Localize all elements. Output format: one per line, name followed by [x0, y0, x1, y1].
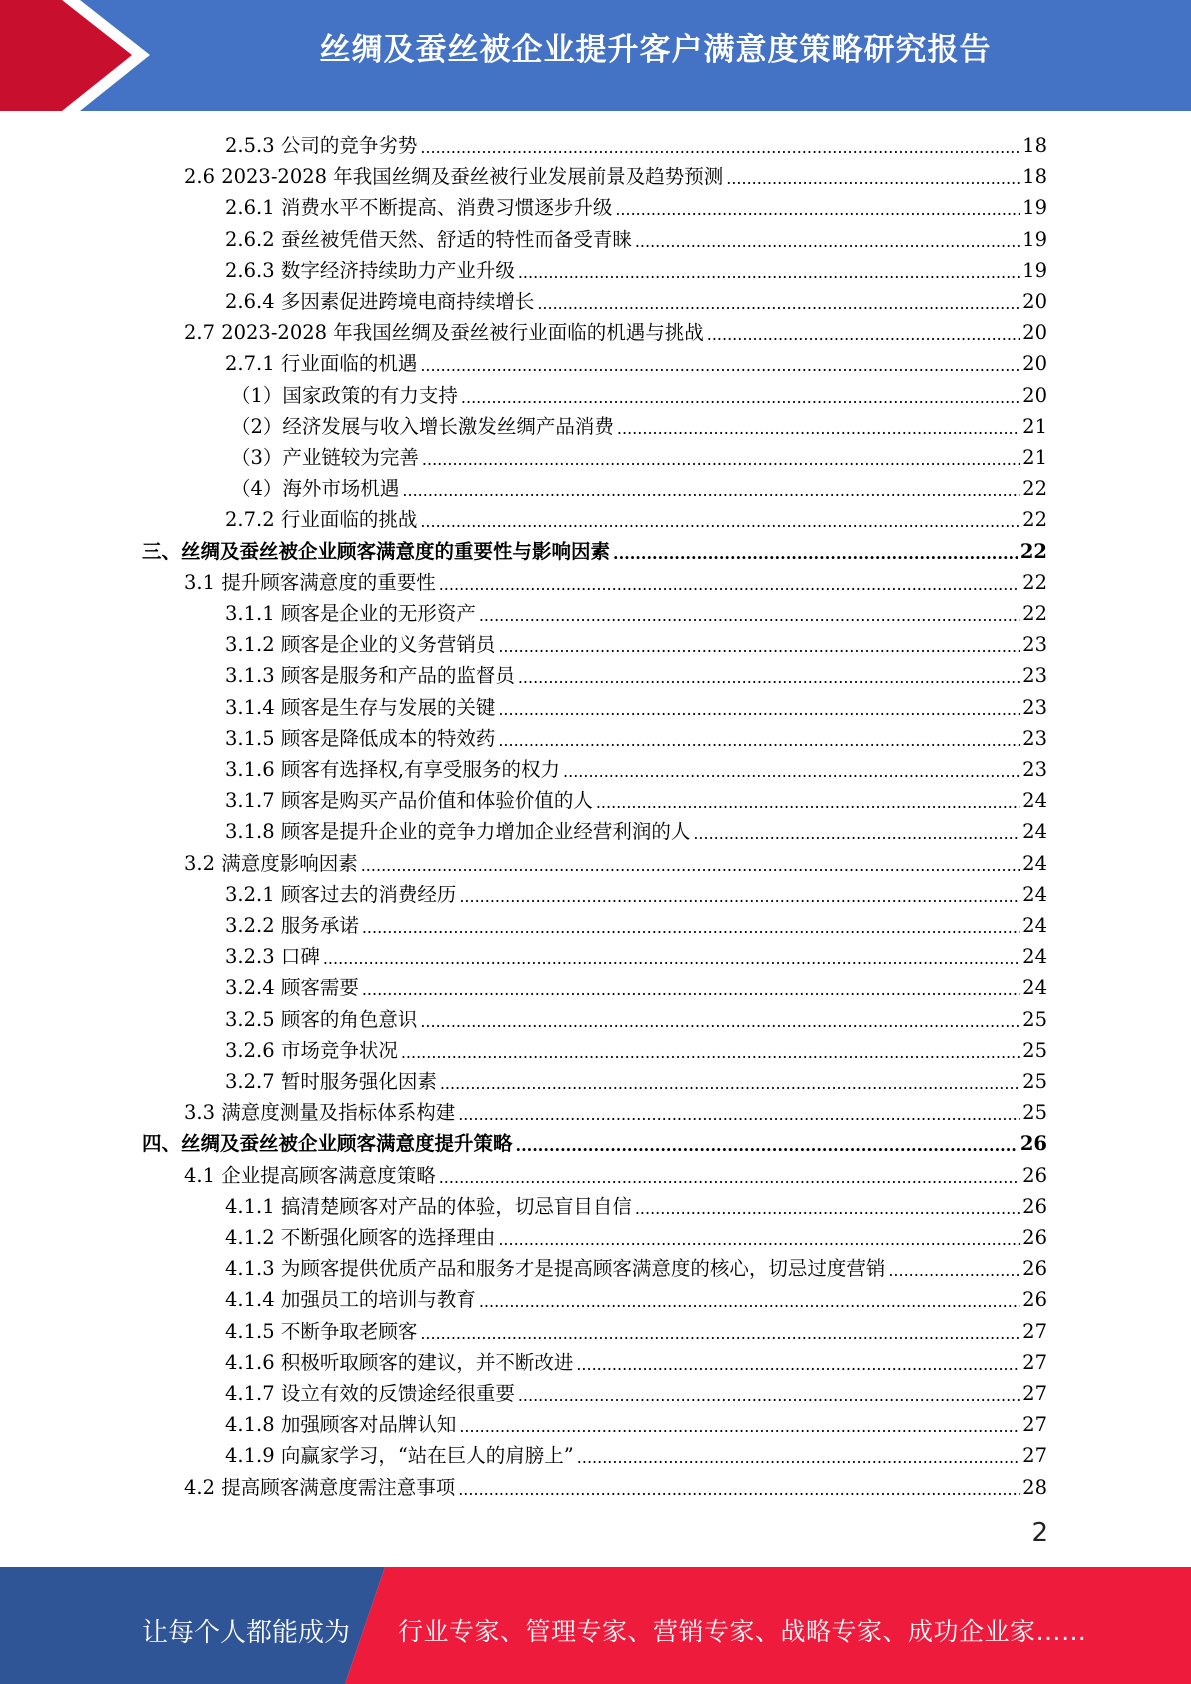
toc-entry-page: 27	[1022, 1413, 1047, 1437]
toc-entry[interactable]	[225, 876, 1047, 907]
toc-entry[interactable]	[225, 345, 1047, 376]
toc-entry-title: （1）国家政策的有力支持	[231, 383, 458, 407]
toc-entry-page: 19	[1022, 196, 1047, 220]
toc-entry-page: 19	[1022, 258, 1047, 282]
toc-entry-page: 25	[1022, 1101, 1047, 1125]
toc-entry-title: 3.1.2 顾客是企业的义务营销员	[225, 633, 496, 657]
toc-entry-title: 3.2.6 市场竞争状况	[225, 1038, 398, 1062]
toc-entry-page: 26	[1019, 1132, 1047, 1156]
toc-entry-page: 26	[1022, 1288, 1047, 1312]
toc-leader-dots	[479, 602, 1020, 626]
document-title: 丝绸及蚕丝被企业提升客户满意度策略研究报告	[319, 32, 992, 68]
footer-slogan-left: 让每个人都能成为	[142, 1618, 351, 1648]
toc-entry-page: 23	[1022, 664, 1047, 688]
toc-leader-dots	[323, 945, 1020, 969]
toc-entry-page: 20	[1022, 290, 1047, 313]
toc-leader-dots	[577, 1444, 1020, 1468]
toc-entry-title: 3.1.5 顾客是降低成本的特效药	[225, 726, 496, 750]
toc-entry-title: 4.2 提高顾客满意度需注意事项	[184, 1475, 456, 1499]
toc-entry-page: 20	[1022, 321, 1047, 345]
toc-entry-title: 3.2.2 服务承诺	[225, 914, 359, 937]
toc-leader-dots	[537, 290, 1020, 314]
toc-entry-page: 26	[1022, 1163, 1047, 1187]
toc-entry[interactable]	[225, 720, 1047, 751]
toc-entry[interactable]	[225, 751, 1047, 782]
toc-leader-dots	[459, 883, 1020, 907]
toc-entry-title: 3.1.1 顾客是企业的无形资产	[225, 602, 476, 625]
toc-leader-dots	[518, 1382, 1020, 1406]
toc-leader-dots	[420, 352, 1020, 376]
toc-entry-page: 24	[1022, 914, 1047, 937]
toc-leader-dots	[615, 196, 1020, 220]
toc-entry[interactable]	[225, 1313, 1047, 1344]
toc-entry[interactable]	[225, 283, 1047, 314]
toc-entry-page: 22	[1022, 570, 1047, 594]
toc-leader-dots	[498, 727, 1020, 751]
toc-leader-dots	[596, 789, 1020, 813]
toc-entry-title: 3.2.4 顾客需要	[225, 976, 359, 1000]
toc-entry-title: 4.1.4 加强员工的培训与教育	[225, 1288, 476, 1312]
toc-entry-page: 24	[1022, 789, 1047, 813]
toc-entry[interactable]	[184, 1469, 1047, 1500]
toc-leader-dots	[402, 477, 1020, 501]
toc-entry-title: 2.7.2 行业面临的挑战	[225, 508, 418, 532]
toc-leader-dots	[576, 1351, 1020, 1375]
toc-entry[interactable]	[225, 189, 1047, 220]
toc-entry[interactable]	[225, 595, 1047, 626]
toc-entry-title: 2.7 2023-2028 年我国丝绸及蚕丝被行业面临的机遇与挑战	[184, 321, 704, 345]
toc-entry-page: 21	[1022, 446, 1047, 469]
toc-entry-page: 18	[1022, 134, 1047, 157]
toc-entry-page: 20	[1022, 383, 1047, 407]
toc-entry[interactable]	[184, 564, 1047, 595]
toc-entry[interactable]	[184, 314, 1047, 345]
toc-leader-dots	[479, 1288, 1020, 1312]
toc-leader-dots	[420, 1320, 1020, 1344]
toc-entry-page: 27	[1022, 1382, 1047, 1405]
toc-leader-dots	[420, 134, 1020, 158]
toc-entry[interactable]	[184, 1094, 1047, 1125]
toc-entry-page: 22	[1022, 602, 1047, 625]
toc-entry-title: 3.1.7 顾客是购买产品价值和体验价值的人	[225, 789, 593, 813]
toc-entry[interactable]	[225, 127, 1047, 158]
toc-entry[interactable]	[225, 657, 1047, 688]
toc-entry-page: 21	[1022, 414, 1047, 438]
toc-leader-dots	[361, 852, 1020, 876]
toc-entry[interactable]	[225, 689, 1047, 720]
toc-entry-title: 2.7.1 行业面临的机遇	[225, 352, 418, 376]
toc-leader-dots	[458, 1476, 1020, 1500]
header-banner	[0, 0, 1191, 111]
toc-leader-dots	[401, 1039, 1020, 1063]
toc-entry[interactable]	[225, 1344, 1047, 1375]
toc-entry[interactable]	[231, 377, 1047, 408]
toc-leader-dots	[498, 633, 1020, 657]
toc-entry-page: 22	[1019, 539, 1047, 563]
toc-entry[interactable]	[225, 1188, 1047, 1219]
toc-entry-title: 3.2 满意度影响因素	[184, 851, 358, 875]
toc-entry-title: （4）海外市场机遇	[231, 477, 400, 501]
toc-entry-title: 2.5.3 公司的竞争劣势	[225, 134, 418, 157]
toc-entry[interactable]	[225, 501, 1047, 532]
toc-entry-title: 4.1.7 设立有效的反馈途经很重要	[225, 1382, 515, 1405]
toc-entry-page: 25	[1022, 1007, 1047, 1031]
toc-entry[interactable]	[225, 1001, 1047, 1032]
toc-entry[interactable]	[225, 221, 1047, 252]
toc-entry-title: 3.1.8 顾客是提升企业的竞争力增加企业经营利润的人	[225, 820, 691, 844]
toc-entry-title: 2.6.3 数字经济持续助力产业升级	[225, 258, 515, 282]
toc-entry-title: 3.1.3 顾客是服务和产品的监督员	[225, 664, 515, 688]
toc-leader-dots	[726, 165, 1020, 189]
toc-leader-dots	[563, 758, 1020, 782]
toc-leader-dots	[613, 540, 1018, 564]
toc-leader-dots	[420, 508, 1020, 532]
toc-entry-page: 24	[1022, 976, 1047, 1000]
toc-leader-dots	[707, 321, 1020, 345]
toc-leader-dots	[518, 664, 1020, 688]
toc-entry-title: 3.2.3 口碑	[225, 945, 320, 969]
toc-entry-title: 3.2.1 顾客过去的消费经历	[225, 882, 457, 906]
toc-entry-title: 4.1.3 为顾客提供优质产品和服务才是提高顾客满意度的核心，切忌过度营销	[225, 1257, 886, 1281]
toc-entry[interactable]	[184, 158, 1047, 189]
toc-entry-title: 4.1.1 搞清楚顾客对产品的体验，切忌盲目自信	[225, 1194, 632, 1218]
toc-entry-title: 4.1.9 向赢家学习，“站在巨人的肩膀上”	[225, 1444, 574, 1468]
toc-leader-dots	[635, 228, 1020, 252]
toc-entry-title: 2.6 2023-2028 年我国丝绸及蚕丝被行业发展前景及趋势预测	[184, 165, 724, 189]
toc-entry[interactable]	[225, 1281, 1047, 1312]
toc-entry[interactable]	[225, 252, 1047, 283]
toc-leader-dots	[459, 1413, 1020, 1437]
toc-leader-dots	[422, 446, 1020, 470]
toc-leader-dots	[518, 259, 1020, 283]
toc-entry-page: 24	[1022, 820, 1047, 844]
toc-leader-dots	[458, 1101, 1020, 1125]
toc-entry-page: 22	[1022, 477, 1047, 501]
page-number: 2	[1031, 1518, 1048, 1548]
toc-entry-page: 23	[1022, 633, 1047, 657]
toc-entry-page: 25	[1022, 1038, 1047, 1062]
toc-leader-dots	[440, 1070, 1020, 1094]
toc-entry-title: 3.2.5 顾客的角色意识	[225, 1007, 418, 1031]
toc-entry-title: 4.1.5 不断争取老顾客	[225, 1319, 418, 1343]
toc-entry[interactable]	[225, 1437, 1047, 1468]
toc-entry[interactable]	[225, 813, 1047, 844]
toc-leader-dots	[498, 1226, 1020, 1250]
toc-entry[interactable]	[225, 1219, 1047, 1250]
toc-entry[interactable]	[225, 1406, 1047, 1437]
toc-entry-title: （2）经济发展与收入增长激发丝绸产品消费	[231, 414, 614, 438]
toc-entry-page: 27	[1022, 1319, 1047, 1343]
toc-entry-title: 3.2.7 暂时服务强化因素	[225, 1070, 437, 1093]
toc-leader-dots	[420, 1008, 1020, 1032]
toc-entry[interactable]	[225, 1250, 1047, 1281]
toc-leader-dots	[439, 571, 1020, 595]
toc-entry-page: 22	[1022, 508, 1047, 532]
toc-entry[interactable]	[142, 1125, 1047, 1156]
toc-entry[interactable]	[184, 1157, 1047, 1188]
toc-leader-dots	[693, 820, 1020, 844]
toc-entry-title: 4.1.2 不断强化顾客的选择理由	[225, 1226, 496, 1249]
footer-slogan-right: 行业专家、管理专家、营销专家、战略专家、成功企业家……	[398, 1617, 1087, 1646]
toc-entry-page: 20	[1022, 352, 1047, 376]
toc-entry-title: 4.1.6 积极听取顾客的建议，并不断改进	[225, 1350, 574, 1374]
toc-entry-page: 27	[1022, 1350, 1047, 1374]
toc-entry-page: 19	[1022, 227, 1047, 251]
toc-leader-dots	[617, 415, 1020, 439]
toc-leader-dots	[362, 914, 1020, 938]
toc-entry-page: 28	[1022, 1475, 1047, 1499]
toc-entry-page: 18	[1022, 165, 1047, 189]
toc-entry-title: 3.3 满意度测量及指标体系构建	[184, 1101, 456, 1125]
toc-entry[interactable]	[225, 1063, 1047, 1094]
toc-entry-page: 26	[1022, 1257, 1047, 1281]
toc-leader-dots	[362, 976, 1020, 1000]
toc-entry-title: 4.1 企业提高顾客满意度策略	[184, 1163, 436, 1187]
toc-entry[interactable]	[225, 626, 1047, 657]
toc-entry-title: 4.1.8 加强顾客对品牌认知	[225, 1413, 457, 1437]
toc-entry[interactable]	[142, 533, 1047, 564]
toc-entry[interactable]	[231, 408, 1047, 439]
toc-entry-title: 2.6.2 蚕丝被凭借天然、舒适的特性而备受青睐	[225, 227, 632, 251]
toc-entry[interactable]	[225, 969, 1047, 1000]
toc-entry-page: 26	[1022, 1226, 1047, 1249]
toc-entry[interactable]	[231, 439, 1047, 470]
toc-entry-page: 26	[1022, 1194, 1047, 1218]
toc-entry-title: 3.1 提升顾客满意度的重要性	[184, 570, 436, 594]
toc-entry[interactable]	[184, 845, 1047, 876]
toc-entry-title: （3）产业链较为完善	[231, 446, 419, 469]
toc-entry-page: 25	[1022, 1070, 1047, 1093]
toc-entry-page: 27	[1022, 1444, 1047, 1468]
toc-entry-page: 24	[1022, 945, 1047, 969]
toc-entry[interactable]	[225, 1032, 1047, 1063]
toc-entry-page: 24	[1022, 851, 1047, 875]
toc-leader-dots	[439, 1164, 1020, 1188]
toc-entry[interactable]	[225, 782, 1047, 813]
toc-leader-dots	[888, 1257, 1020, 1281]
toc-entry-title: 3.1.6 顾客有选择权,有享受服务的权力	[225, 758, 561, 781]
toc-entry-title: 3.1.4 顾客是生存与发展的关键	[225, 695, 496, 719]
toc-leader-dots	[461, 384, 1020, 408]
toc-entry-title: 四、丝绸及蚕丝被企业顾客满意度提升策略	[142, 1132, 513, 1156]
toc-entry-page: 23	[1022, 726, 1047, 750]
toc-entry-page: 24	[1022, 882, 1047, 906]
toc-entry-title: 2.6.4 多因素促进跨境电商持续增长	[225, 290, 535, 313]
toc-entry[interactable]	[225, 1375, 1047, 1406]
toc-leader-dots	[516, 1132, 1018, 1156]
toc-entry-page: 23	[1022, 695, 1047, 719]
toc-entry[interactable]	[231, 470, 1047, 501]
toc-leader-dots	[498, 696, 1020, 720]
toc-entry-page: 23	[1022, 758, 1047, 781]
toc-entry-title: 三、丝绸及蚕丝被企业顾客满意度的重要性与影响因素	[142, 539, 611, 563]
toc-leader-dots	[635, 1195, 1020, 1219]
toc-entry[interactable]	[225, 938, 1047, 969]
toc-entry-title: 2.6.1 消费水平不断提高、消费习惯逐步升级	[225, 196, 613, 220]
toc-entry[interactable]	[225, 907, 1047, 938]
